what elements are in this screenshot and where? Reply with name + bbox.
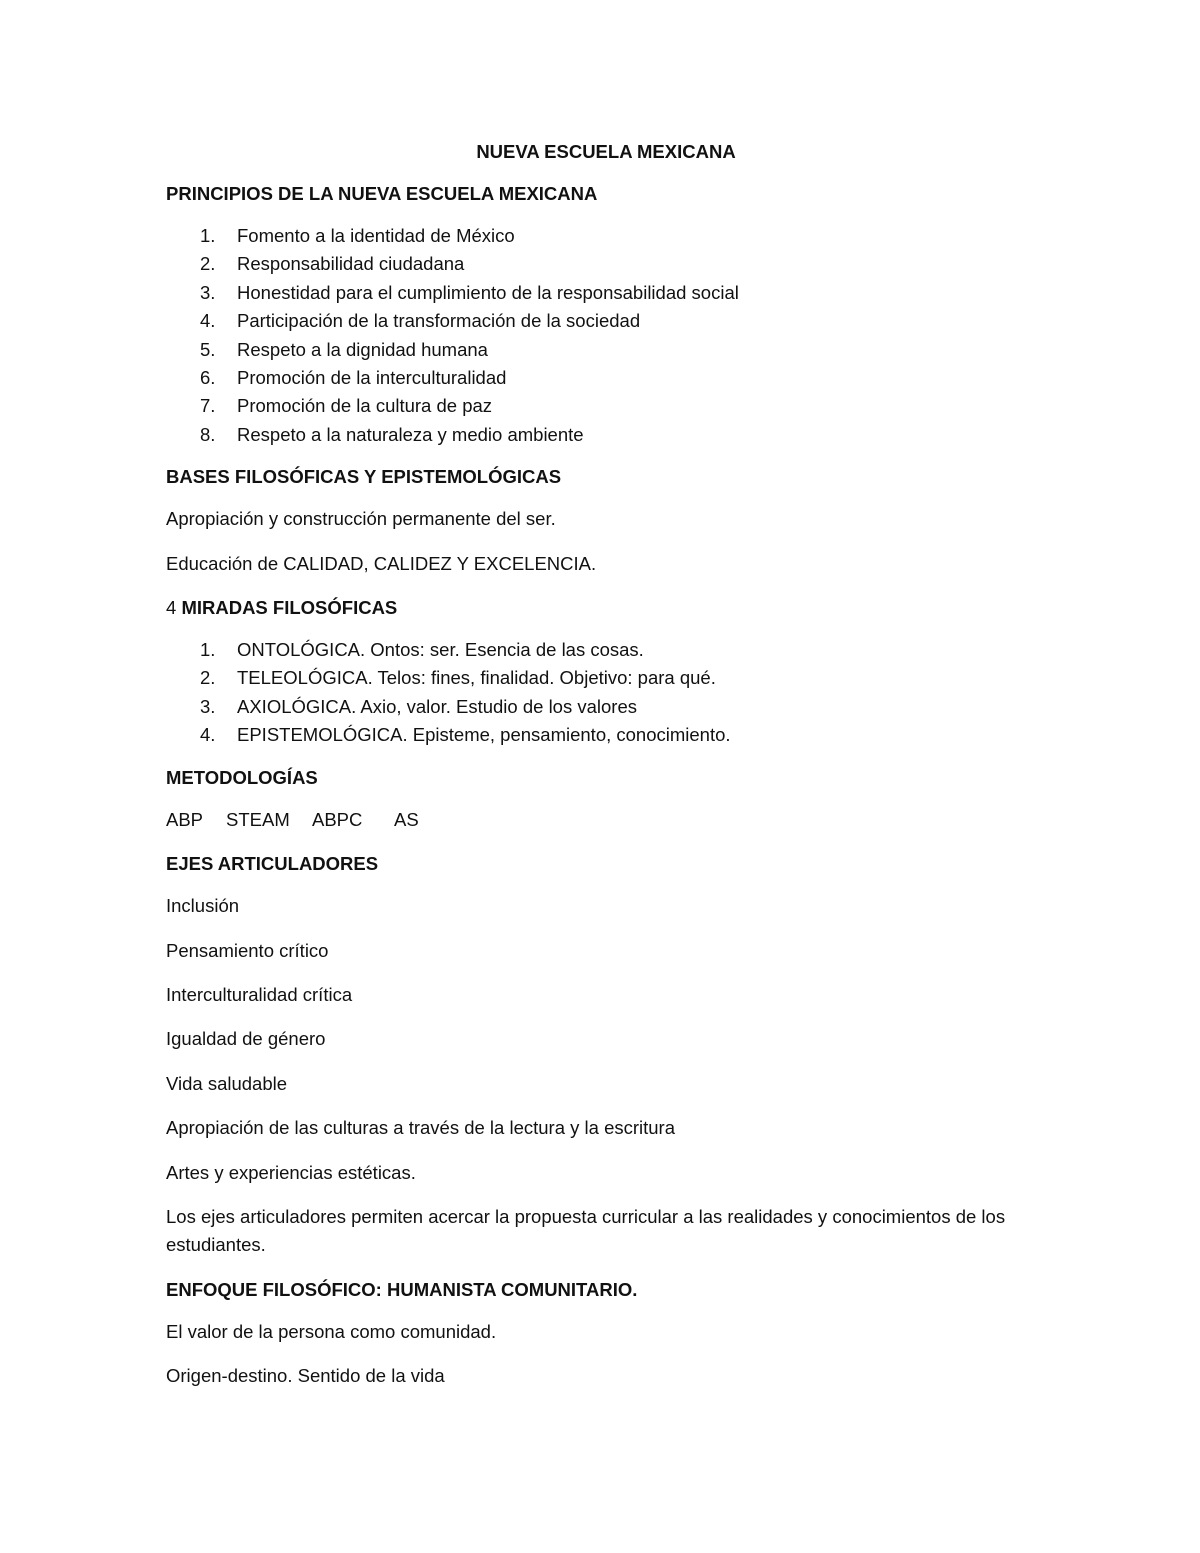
list-item-text: Responsabilidad ciudadana (237, 253, 465, 275)
list-item-text: EPISTEMOLÓGICA. Episteme, pensamiento, conocimiento. (237, 724, 731, 746)
list-marker: 1. (200, 225, 216, 246)
metodologia-steam: STEAM (226, 808, 290, 830)
list-marker: 4. (200, 724, 216, 746)
metodologias-heading: METODOLOGÍAS (166, 766, 318, 788)
miradas-heading-text: MIRADAS FILOSÓFICAS (181, 597, 398, 619)
metodologia-as: AS (394, 808, 419, 830)
list-marker: 2. (200, 667, 216, 689)
paragraph: Apropiación y construcción permanente del ser. (166, 508, 556, 530)
list-item (166, 421, 1046, 449)
ejes-heading: EJES ARTICULADORES (166, 853, 379, 875)
list-item-text: TELEOLÓGICA. Telos: fines, finalidad. Objetivo: para qué. (237, 667, 716, 689)
list-item (166, 250, 1046, 278)
list-marker: 3. (200, 695, 216, 717)
list-item-text: AXIOLÓGICA. Axio, valor. Estudio de los valores (237, 695, 637, 717)
paragraph: Inclusión (166, 895, 240, 917)
document-body (166, 138, 1046, 1407)
miradas-heading-number: 4 (166, 597, 177, 619)
paragraph: Los ejes articuladores permiten acercar la propuesta curricular a las realidades y conocimientos de los estudiantes. (166, 1205, 1006, 1256)
list-marker: 4. (200, 310, 216, 332)
enfoque-heading: ENFOQUE FILOSÓFICO: HUMANISTA COMUNITARIO. (166, 1278, 638, 1300)
list-item (166, 693, 1046, 721)
list-item (166, 392, 1046, 420)
list-item-text: Participación de la transformación de la sociedad (237, 310, 641, 332)
list-marker: 5. (200, 338, 216, 360)
list-item-text: Respeto a la naturaleza y medio ambiente (237, 423, 584, 445)
paragraph: Pensamiento crítico (166, 939, 329, 961)
list-marker: 1. (200, 639, 216, 661)
miradas-list (166, 636, 1046, 750)
list-item-text: Respeto a la dignidad humana (237, 338, 488, 360)
list-item (166, 279, 1046, 307)
list-item (166, 336, 1046, 364)
list-item-text: Promoción de la cultura de paz (237, 395, 493, 417)
principios-list (166, 222, 1046, 449)
metodologia-abpc: ABPC (312, 808, 363, 830)
paragraph: Interculturalidad crítica (166, 983, 353, 1005)
list-marker: 2. (200, 253, 216, 275)
list-item (166, 307, 1046, 335)
list-marker: 6. (200, 367, 216, 389)
list-marker: 7. (200, 395, 216, 417)
metodologia-abp: ABP (166, 808, 204, 830)
paragraph: Educación de CALIDAD, CALIDEZ Y EXCELENCIA. (166, 552, 597, 574)
paragraph: Vida saludable (166, 1072, 288, 1094)
bases-heading: BASES FILOSÓFICAS Y EPISTEMOLÓGICAS (166, 466, 562, 488)
paragraph: El valor de la persona como comunidad. (166, 1320, 497, 1342)
paragraph: Artes y experiencias estéticas. (166, 1161, 416, 1183)
list-item-text: Fomento a la identidad de México (237, 225, 515, 246)
list-item (166, 364, 1046, 392)
metodologias-row (166, 806, 1046, 834)
document-title: NUEVA ESCUELA MEXICANA (476, 141, 736, 162)
paragraph: Igualdad de género (166, 1028, 326, 1050)
paragraph: Apropiación de las culturas a través de la lectura y la escritura (166, 1117, 676, 1139)
list-item (166, 721, 1046, 749)
list-item (166, 636, 1046, 664)
list-item (166, 664, 1046, 692)
list-item-text: Honestidad para el cumplimiento de la responsabilidad social (237, 281, 739, 303)
miradas-heading (166, 594, 1046, 622)
paragraph: Origen-destino. Sentido de la vida (166, 1365, 445, 1387)
list-item-text: ONTOLÓGICA. Ontos: ser. Esencia de las cosas. (237, 639, 644, 661)
principios-heading: PRINCIPIOS DE LA NUEVA ESCUELA MEXICANA (166, 183, 598, 204)
list-item (166, 222, 1046, 250)
list-item-text: Promoción de la interculturalidad (237, 367, 507, 389)
list-marker: 8. (200, 423, 216, 445)
list-marker: 3. (200, 281, 216, 303)
